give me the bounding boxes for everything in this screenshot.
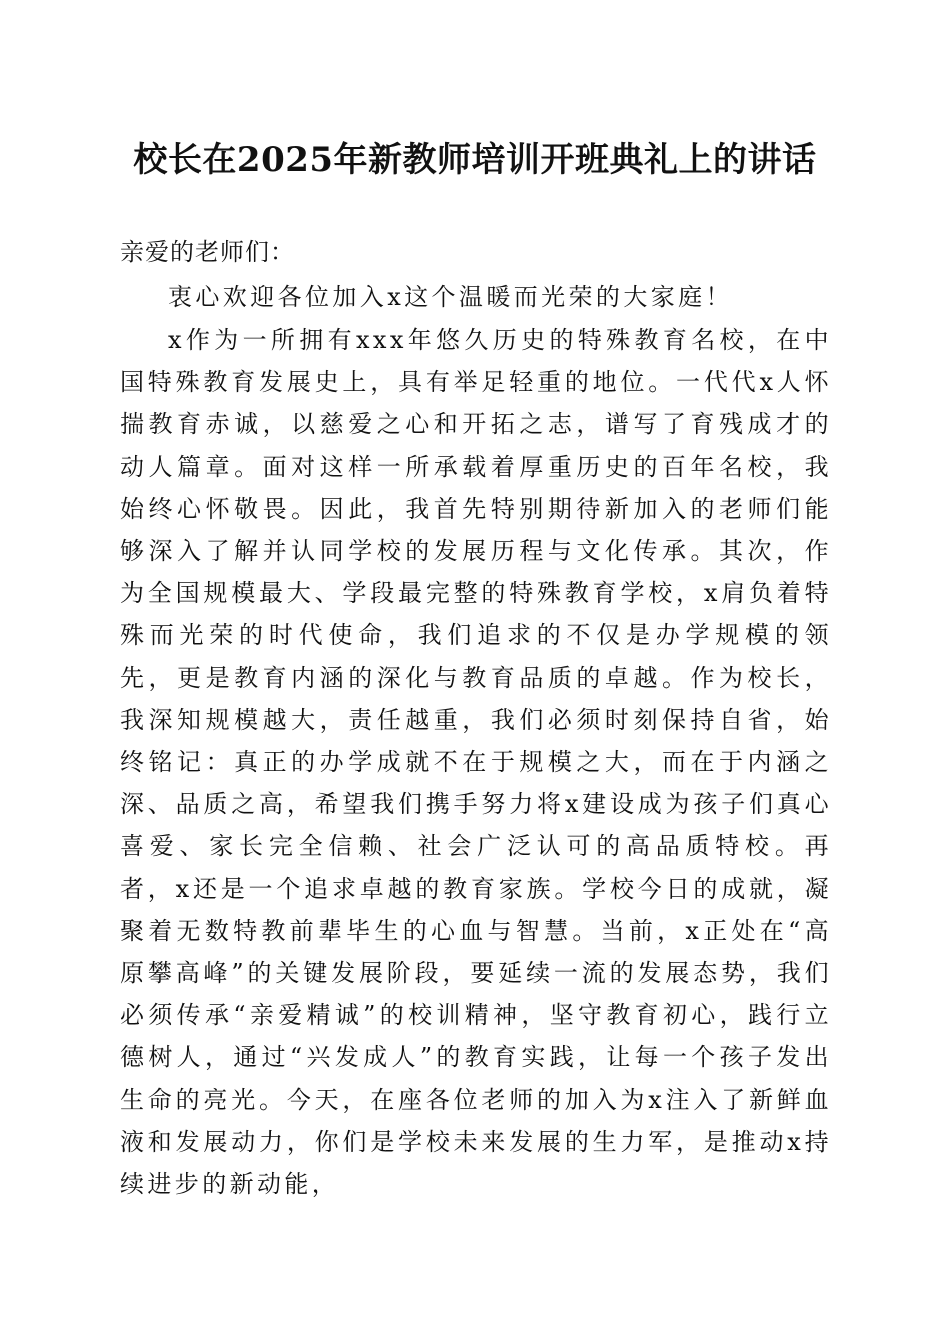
paragraph-body: x作为一所拥有xxx年悠久历史的特殊教育名校，在中国特殊教育发展史上，具有举足轻重的地位。一代代x人怀揣教育赤诚，以慈爱之心和开拓之志，谱写了育残成才的动人篇章。面对这样一所承载着厚重历史的百年名校，我始终心怀敬畏。因此，我首先特别期待新加入的老师们能够深入了解并认同学校的发展历程与文化传承。其次，作为全国规模最大、学段最完整的特殊教育学校，x肩负着特殊而光荣的时代使命，我们追求的不仅是办学规模的领先，更是教育内涵的深化与教育品质的卓越。作为校长，我深知规模越大，责任越重，我们必须时刻保持自省，始终铭记：真正的办学成就不在于规模之大，而在于内涵之深、品质之高，希望我们携手努力将x建设成为孩子们真心喜爱、家长完全信赖、社会广泛认可的高品质特校。再者，x还是一个追求卓越的教育家族。学校今日的成就，凝聚着无数特教前辈毕生的心血与智慧。当前，x正处在“高原攀高峰”的关键发展阶段，要延续一流的发展态势，我们必须传承“亲爱精诚”的校训精神，坚守教育初心，践行立德树人，通过“兴发成人”的教育实践，让每一个孩子发出生命的亮光。今天，在座各位老师的加入为x注入了新鲜血液和发展动力，你们是学校未来发展的生力军，是推动x持续进步的新动能， [120,326,832,1199]
paragraph-welcome: 衷心欢迎各位加入x这个温暖而光荣的大家庭！ [168,283,733,311]
document-title: 校长在2025年新教师培训开班典礼上的讲话 [133,140,817,180]
salutation: 亲爱的老师们： [120,238,295,266]
